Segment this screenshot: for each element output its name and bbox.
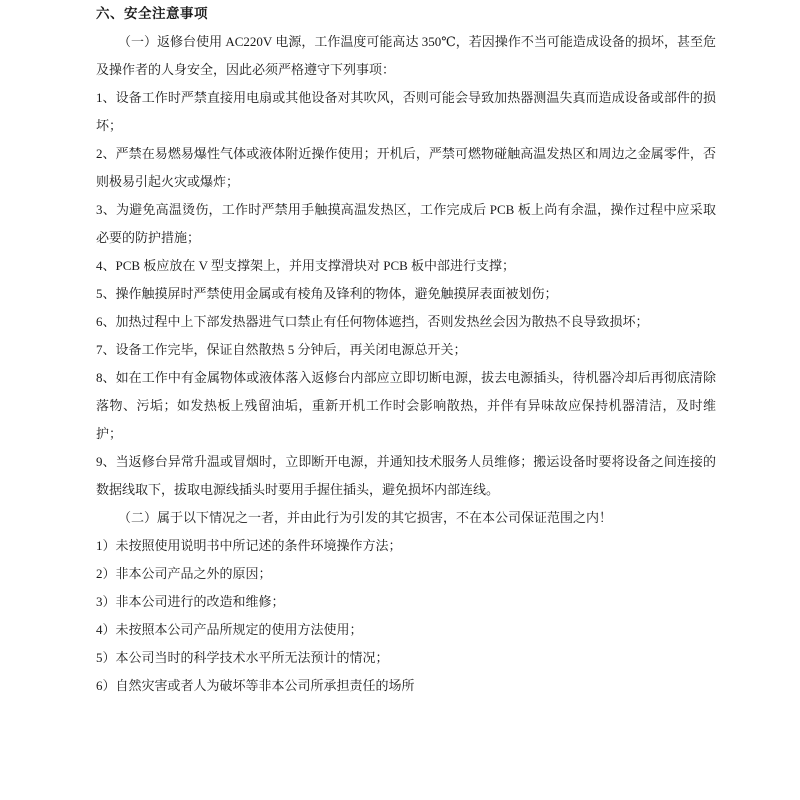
para-section-1-item-2: 2、严禁在易燃易爆性气体或液体附近操作使用；开机后，严禁可燃物碰触高温发热区和周边之金属零件，否则极易引起火灾或爆炸； <box>96 146 716 189</box>
para-section-2-item-3: 3）非本公司进行的改造和维修； <box>96 594 285 609</box>
para-section-2-item-5: 5）本公司当时的科学技术水平所无法预计的情况； <box>96 650 389 665</box>
para-section-2-item-6: 6）自然灾害或者人为破坏等非本公司所承担责任的场所 <box>96 678 415 693</box>
para-section-1-item-3: 3、为避免高温烫伤，工作时严禁用手触摸高温发热区，工作完成后 PCB 板上尚有余温，操作过程中应采取必要的防护措施； <box>96 202 716 245</box>
para-section-2-item-1: 1）未按照使用说明书中所记述的条件环境操作方法； <box>96 538 402 553</box>
para-section-1-item-7: 7、设备工作完毕，保证自然散热 5 分钟后，再关闭电源总开关； <box>96 342 467 357</box>
para-section-1-item-5: 5、操作触摸屏时严禁使用金属或有棱角及锋利的物体，避免触摸屏表面被划伤； <box>96 286 558 301</box>
para-section-1-item-6: 6、加热过程中上下部发热器进气口禁止有任何物体遮挡，否则发热丝会因为散热不良导致损坏； <box>96 314 649 329</box>
para-section-1-intro: （一）返修台使用 AC220V 电源，工作温度可能高达 350℃，若因操作不当可能造成设备的损坏，甚至危及操作者的人身安全，因此必须严格遵守下列事项： <box>96 34 716 77</box>
para-section-2-item-4: 4）未按照本公司产品所规定的使用方法使用； <box>96 622 363 637</box>
para-section-1-item-1: 1、设备工作时严禁直接用电扇或其他设备对其吹风，否则可能会导致加热器测温失真而造成设备或部件的损坏； <box>96 90 716 133</box>
document-page <box>96 0 716 700</box>
section-title: 六、安全注意事项 <box>96 6 208 21</box>
para-section-2-intro: （二）属于以下情况之一者，并由此行为引发的其它损害，不在本公司保证范围之内！ <box>118 510 613 525</box>
para-section-1-item-4: 4、PCB 板应放在 V 型支撑架上，并用支撑滑块对 PCB 板中部进行支撑； <box>96 258 516 273</box>
para-section-1-item-9: 9、当返修台异常升温或冒烟时，立即断开电源，并通知技术服务人员维修；搬运设备时要将设备之间连接的数据线取下，拔取电源线插头时要用手握住插头，避免损坏内部连线。 <box>96 454 716 497</box>
para-section-1-item-8: 8、如在工作中有金属物体或液体落入返修台内部应立即切断电源，拔去电源插头，待机器冷却后再彻底清除落物、污垢；如发热板上残留油垢，重新开机工作时会影响散热，并伴有异味故应保持机器清洁，及时维护； <box>96 370 716 441</box>
para-section-2-item-2: 2）非本公司产品之外的原因； <box>96 566 272 581</box>
